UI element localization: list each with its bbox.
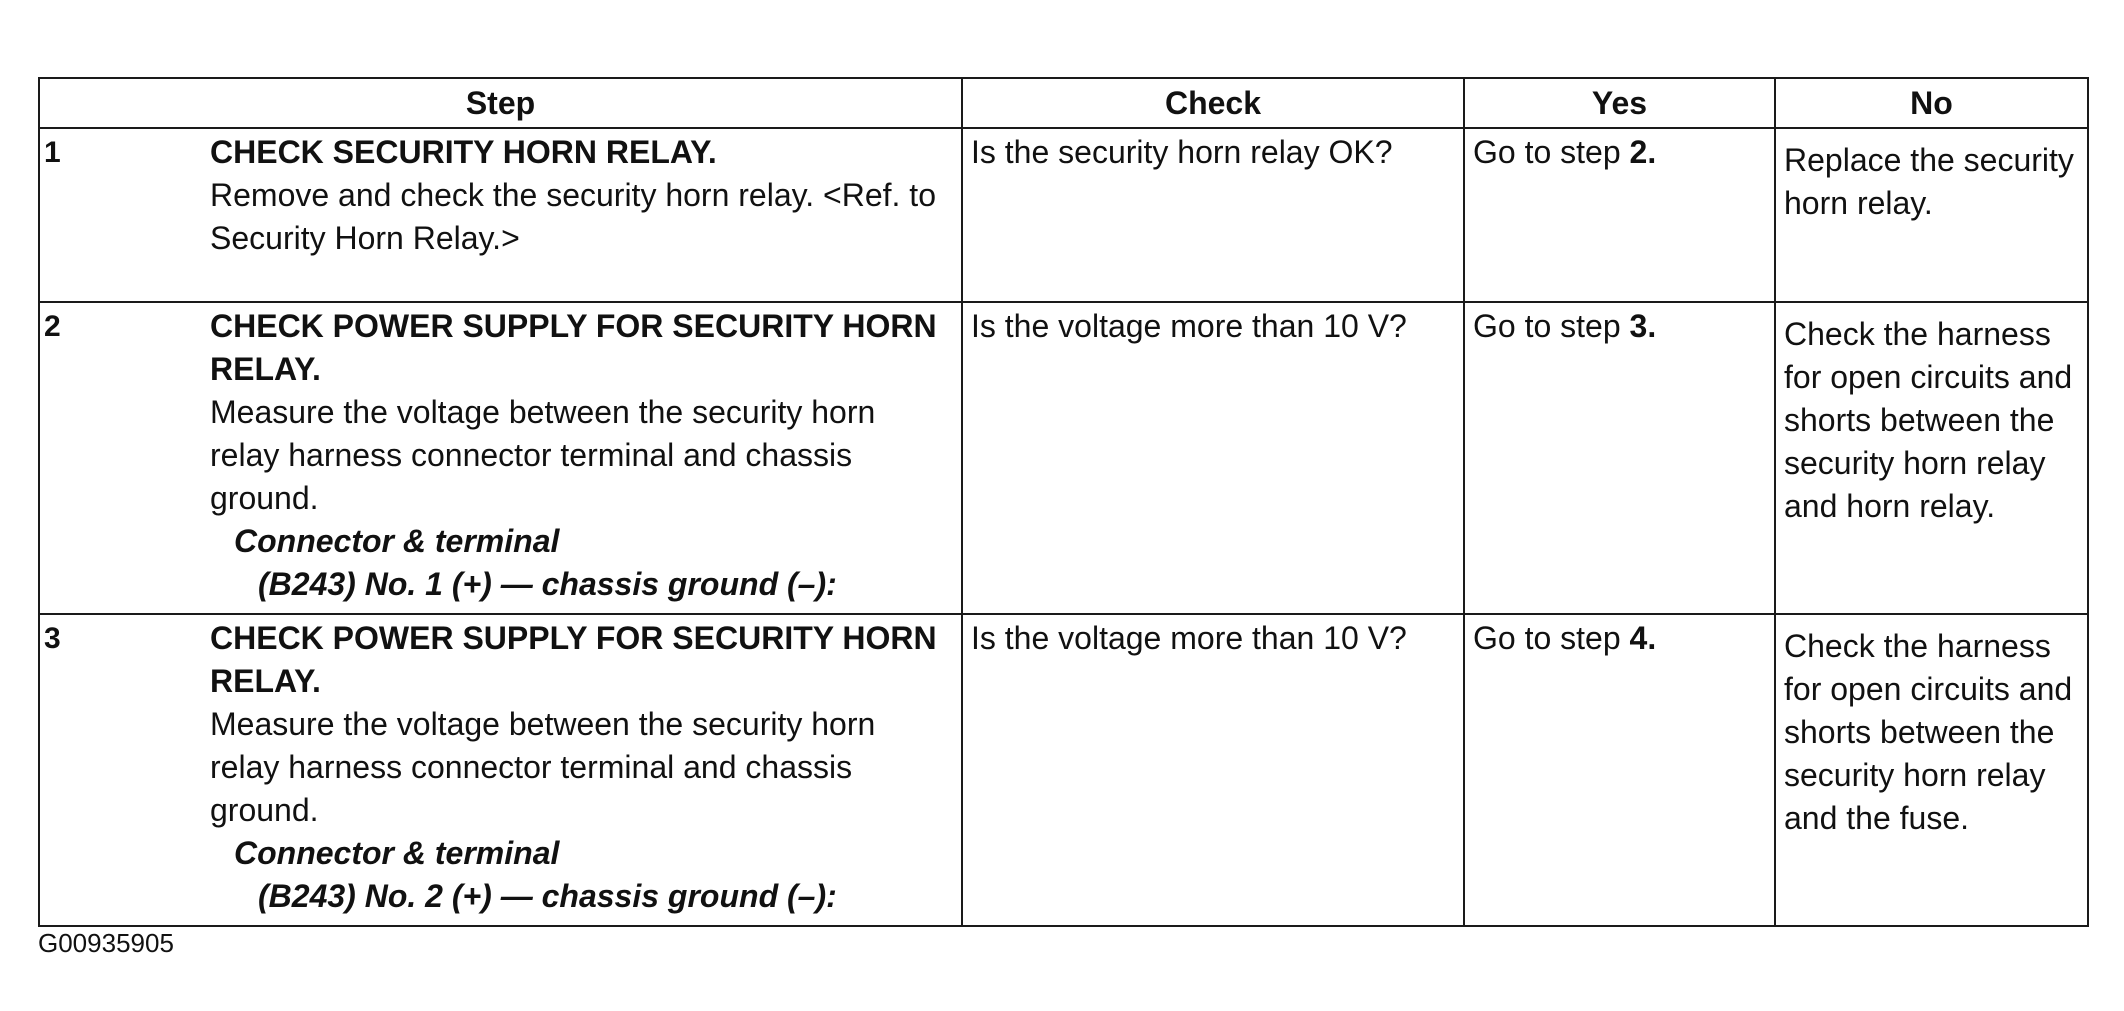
header-check: Check <box>962 78 1464 128</box>
step-description: Remove and check the security horn relay. <Ref. to Security Horn Relay.> <box>210 177 936 256</box>
step-number: 1 <box>39 128 210 302</box>
step-description: Measure the voltage between the security horn relay harness connector terminal and chassis ground. <box>210 706 876 828</box>
step-title: CHECK POWER SUPPLY FOR SECURITY HORN RELAY. <box>210 620 937 699</box>
header-row <box>39 78 2088 128</box>
yes-cell <box>1464 302 1775 614</box>
figure-id: G00935905 <box>38 928 174 958</box>
table-row <box>39 302 2088 614</box>
table-row <box>39 128 2088 302</box>
step-cell <box>210 128 962 302</box>
yes-step-number: 3. <box>1629 308 1657 344</box>
yes-prefix: Go to step <box>1473 620 1630 656</box>
step-cell <box>210 614 962 926</box>
yes-cell <box>1464 614 1775 926</box>
connector-label: Connector & terminal <box>234 523 560 559</box>
check-cell: Is the security horn relay OK? <box>962 128 1464 302</box>
connector-value: (B243) No. 1 (+) — chassis ground (–): <box>258 566 837 602</box>
yes-step-number: 2. <box>1629 134 1657 170</box>
header-no: No <box>1775 78 2088 128</box>
connector-value: (B243) No. 2 (+) — chassis ground (–): <box>258 878 837 914</box>
no-cell: Check the harness for open circuits and shorts between the security horn relay and horn relay. <box>1775 302 2088 614</box>
header-step: Step <box>39 78 962 128</box>
yes-prefix: Go to step <box>1473 308 1630 344</box>
step-title: CHECK SECURITY HORN RELAY. <box>210 134 717 170</box>
no-cell: Replace the security horn relay. <box>1775 128 2088 302</box>
check-cell: Is the voltage more than 10 V? <box>962 614 1464 926</box>
step-number: 2 <box>39 302 210 614</box>
step-cell <box>210 302 962 614</box>
yes-step-number: 4. <box>1629 620 1657 656</box>
step-title: CHECK POWER SUPPLY FOR SECURITY HORN RELAY. <box>210 308 937 387</box>
diagnostic-document <box>38 77 2087 927</box>
yes-prefix: Go to step <box>1473 134 1630 170</box>
check-cell: Is the voltage more than 10 V? <box>962 302 1464 614</box>
table-row <box>39 614 2088 926</box>
connector-label: Connector & terminal <box>234 835 560 871</box>
step-number: 3 <box>39 614 210 926</box>
step-description: Measure the voltage between the security horn relay harness connector terminal and chassis ground. <box>210 394 876 516</box>
no-cell: Check the harness for open circuits and shorts between the security horn relay and the fuse. <box>1775 614 2088 926</box>
header-yes: Yes <box>1464 78 1775 128</box>
yes-cell <box>1464 128 1775 302</box>
diagnostic-table <box>38 77 2089 927</box>
